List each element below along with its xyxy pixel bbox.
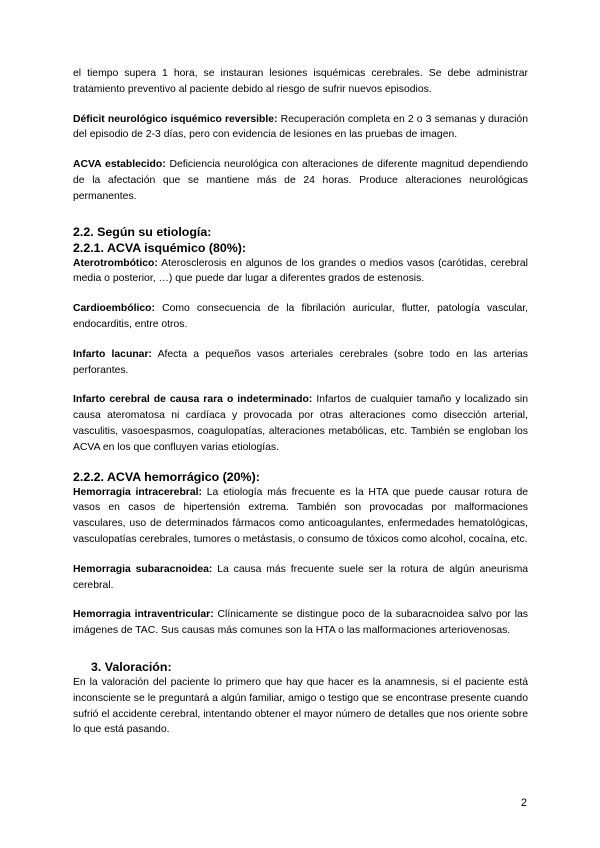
definition-dnir [73, 112, 528, 144]
definition-hemorragia-intraventricular [73, 607, 528, 639]
intro-paragraph: el tiempo supera 1 hora, se instauran lesiones isquémicas cerebrales. Se debe administrar tratamiento preventivo al paciente debido al riesgo de sufrir nuevos episodios. [73, 68, 528, 95]
definition-acva-establecido [73, 157, 528, 204]
document-page [73, 66, 528, 738]
definition-cardioembolico [73, 301, 528, 333]
definition-infarto-indeterminado [73, 392, 528, 455]
heading-hemorragico: 2.2.2. ACVA hemorrágico (20%): [73, 469, 260, 484]
definition-hemorragia-subaracnoidea [73, 562, 528, 594]
definition-text: Recuperación completa en 2 o 3 semanas y duración del episodio de 2-3 días, pero con evidencia de lesiones en las pruebas de imagen. [73, 113, 528, 141]
definition-text: La etiología más frecuente es la HTA que puede causar rotura de vasos en casos de hipertensión extrema. También son provocadas por malformaciones vasculares, uso de determinados fármacos como anticoagulantes, enfermedades hematológicas, vasculopatías cerebrales, tumores o metástasis, o consumo de tóxicos como alcohol, cocaína, etc. [73, 486, 528, 545]
definition-text: Aterosclerosis en algunos de los grandes o medios vasos (carótidas, cerebral media o posterior, …) que puede dar lugar a diferentes grados de estenosis. [73, 257, 528, 285]
term: Hemorragia intracerebral: [73, 486, 202, 498]
valoracion-paragraph: En la valoración del paciente lo primero que hay que hacer es la anamnesis, si el paciente está inconsciente se le preguntará a algún familiar, amigo o testigo que se encontrase presente cuando sufrió el accidente cerebral, intentando obtener el mayor número de detalles que nos oriente sobre lo que está pasando. [73, 676, 528, 736]
term: Hemorragia subaracnoidea: [73, 563, 213, 575]
heading-etiologia: 2.2. Según su etiología: [73, 224, 212, 239]
term: Hemorragia intraventricular: [73, 609, 214, 621]
term: Cardioembólico: [73, 303, 155, 315]
term: Infarto cerebral de causa rara o indeterminado: [73, 394, 313, 406]
term: Déficit neurológico isquémico reversible: [73, 113, 278, 125]
definition-hemorragia-intracerebral [73, 485, 528, 548]
definition-text: Clínicamente se distingue poco de la subaracnoidea salvo por las imágenes de TAC. Sus causas más comunes son la HTA o las malformaciones arteriovenosas. [73, 609, 528, 637]
term: ACVA establecido: [73, 159, 166, 171]
heading-valoracion: 3. Valoración: [91, 659, 172, 674]
definition-text: Como consecuencia de la fibrilación auricular, flutter, patología vascular, endocarditis, entre otros. [73, 303, 528, 330]
definition-text: Infartos de cualquier tamaño y localizado sin causa ateromatosa ni cardíaca y provocada por otras alteraciones como disección arterial, vasculitis, vasoespasmos, coagulopatías, alteraciones metabólicas, etc. También se engloban los ACVA en los que confluyen varias etiologías. [73, 394, 528, 453]
definition-infarto-lacunar [73, 347, 528, 379]
definition-text: La causa más frecuente suele ser la rotura de algún aneurisma cerebral. [73, 563, 528, 591]
definition-text: Afecta a pequeños vasos arteriales cerebrales (sobre todo en las arterias perforantes. [73, 348, 528, 376]
definition-text: Deficiencia neurológica con alteraciones de diferente magnitud dependiendo de la afectación que se mantiene más de 24 horas. Produce alteraciones neurológicas permanentes. [73, 159, 528, 202]
term: Aterotrombótico: [73, 257, 158, 269]
heading-isquemico: 2.2.1. ACVA isquémico (80%): [73, 240, 247, 255]
term: Infarto lacunar: [73, 348, 152, 360]
page-number: 2 [520, 797, 527, 809]
definition-aterotrombotico [73, 256, 528, 288]
